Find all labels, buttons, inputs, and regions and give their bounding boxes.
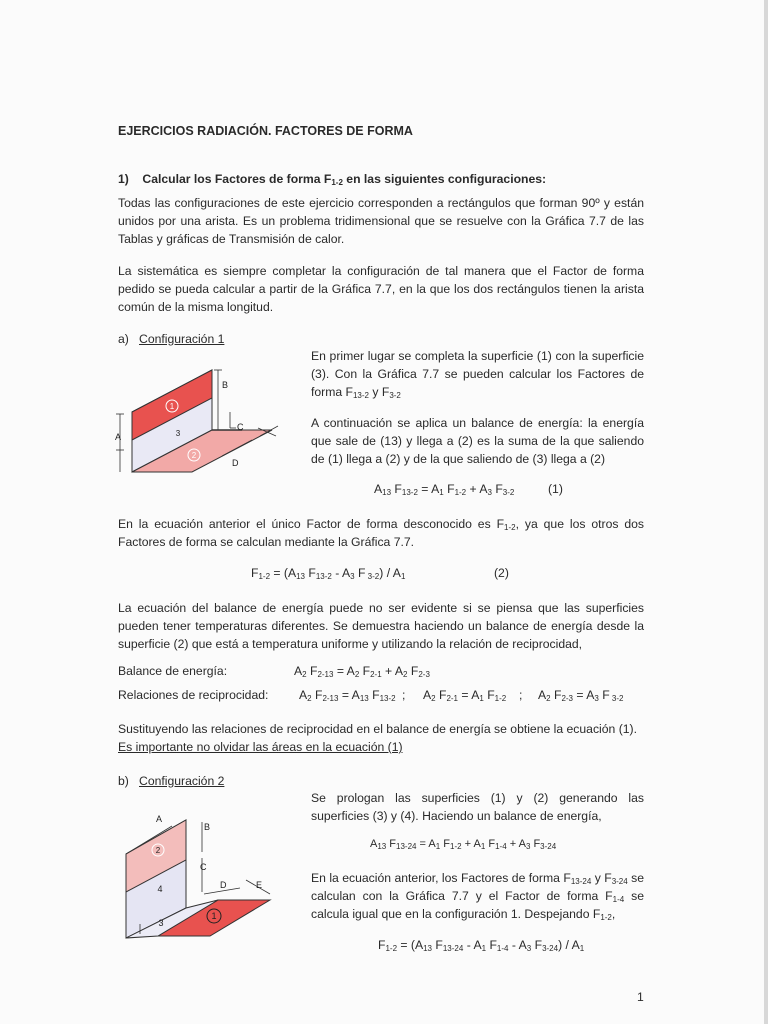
balance-equation: $A_2$ $F_{2-13} = A_2$ $F_{2-1} + A_2$ $F_{2-3}$ [294,664,430,679]
surface-4-top-label: 2 [155,846,161,855]
reciprocity-label: Relaciones de reciprocidad: [118,688,269,702]
equation-4: $F_{1-2} = (A_{13}$ $F_{13-24} - A_1$ $F_{1-4} - A_3$ $F_{3-24}) / A_1$ [378,938,585,953]
intro-paragraph: Todas las configuraciones de este ejercicio corresponden a rectángulos que forman 90º y están unidos por una arista. Es un problema tridimensional que se resuelve con la Gráfica 7.7 de las Tablas y gráficas de Transmisión de calor. [118,196,644,246]
balance-label: Balance de energía: [118,664,228,678]
dim-d-label-b: D [220,880,227,890]
equation-2-number: (2) [494,566,509,580]
dim-a-label-b: A [156,814,163,824]
page-edge-shadow [764,0,768,1024]
section-b-heading: b) Configuración 2 [118,774,225,788]
separator-2: ; [519,688,523,702]
config-2-text-2: En la ecuación anterior, los Factores de forma $F_{13-24}$ y $F_{3-24}$ se calculan con la Gráfica 7.7 y el Factor de forma $F_{1-4}$ se calcula igual que en la configuración 1. Despejando $F_{1-2}$, [311,871,645,922]
surface-1-label-b: 1 [211,911,217,921]
surface-2-label: 2 [191,451,197,460]
dim-c-label-b: C [200,862,207,872]
dim-b-label: B [222,380,229,390]
dim-c-label: C [237,422,244,432]
config-2-title: Configuración 2 [139,774,225,788]
equation-1: $A_{13}$ $F_{13-2} = A_1$ $F_{1-2} + A_3$ $F_{3-2}$ [374,482,515,497]
config-1-text-2: A continuación se aplica un balance de energía: la energía que sale de (13) y llega a (2) es la suma de la que saliendo de (1) llega a (2) y de la que saliendo de (3) llega a (2) [311,416,644,466]
dim-b-label-b: B [204,822,211,832]
reciprocity-relation-1: $A_2$ $F_{2-13} = A_{13}$ $F_{13-2}$ [299,688,396,703]
configuration-2-figure [114,800,280,950]
balance-explanation-paragraph: La ecuación del balance de energía puede no ser evidente si se piensa que las superficies pueden tener temperaturas diferentes. Se demuestra haciendo un balance de energía desde la superficie (2) que está a temperatura uniforme y utilizando la relación de reciprocidad, [118,601,644,651]
substitution-paragraph: Sustituyendo las relaciones de reciprocidad en el balance de energía se obtiene la ecuación (1). [118,722,637,736]
reciprocity-relation-2: $A_2$ $F_{2-1} = A_1$ $F_{1-2}$ [423,688,507,703]
configuration-1-figure [112,360,284,490]
unknown-factor-paragraph: En la ecuación anterior el único Factor de forma desconocido es $F_{1-2}$, ya que los otros dos Factores de forma se calculan mediante la Gráfica 7.7. [118,517,644,549]
surface-1-label: 1 [169,402,175,411]
dim-e-label-b: E [256,880,263,890]
config-1-text-1: En primer lugar se completa la superficie (1) con la superficie (3). Con la Gráfica 7.7 se pueden calcular los Factores de forma $F_{13-2}$ y $F_{3-2}$ [311,349,644,400]
equation-3: $A_{13}$ $F_{13-24} = A_1$ $F_{1-2} + A_1$ $F_{1-4} + A_3$ $F_{3-24}$ [370,838,557,851]
separator-1: ; [402,688,406,702]
method-paragraph: La sistemática es siempre completar la configuración de tal manera que el Factor de forma pedido se pueda calcular a partir de la Gráfica 7.7, en la que los dos rectángulos tienen la arista común de la misma longitud. [118,264,644,314]
page-title: EJERCICIOS RADIACIÓN. FACTORES DE FORMA [118,124,413,138]
surface-4-label: 4 [157,884,163,894]
reciprocity-relation-3: $A_2$ $F_{2-3} = A_3$ F $_{3-2}$ [538,688,624,703]
config-2-text-1: Se prologan las superficies (1) y (2) generando las superficies (3) y (4). Haciendo un balance de energía, [311,791,644,823]
dim-a-label: A [114,432,122,442]
equation-2: $F_{1-2} = (A_{13}$ $F_{13-2} - A_3$ F $_{3-2}) / A_1$ [251,566,406,581]
config-1-title: Configuración 1 [139,332,225,346]
section-a-heading: a) Configuración 1 [118,332,225,346]
important-note: Es importante no olvidar las áreas en la ecuación (1) [118,740,403,754]
surface-3-label-b: 3 [158,918,164,928]
equation-1-number: (1) [548,482,563,496]
question-1-heading: 1) Calcular los Factores de forma $F_{1-2}$ en las siguientes configuraciones: [118,172,547,187]
surface-3-label: 3 [175,429,181,438]
dim-d-label: D [232,458,239,468]
page-number: 1 [637,990,644,1004]
